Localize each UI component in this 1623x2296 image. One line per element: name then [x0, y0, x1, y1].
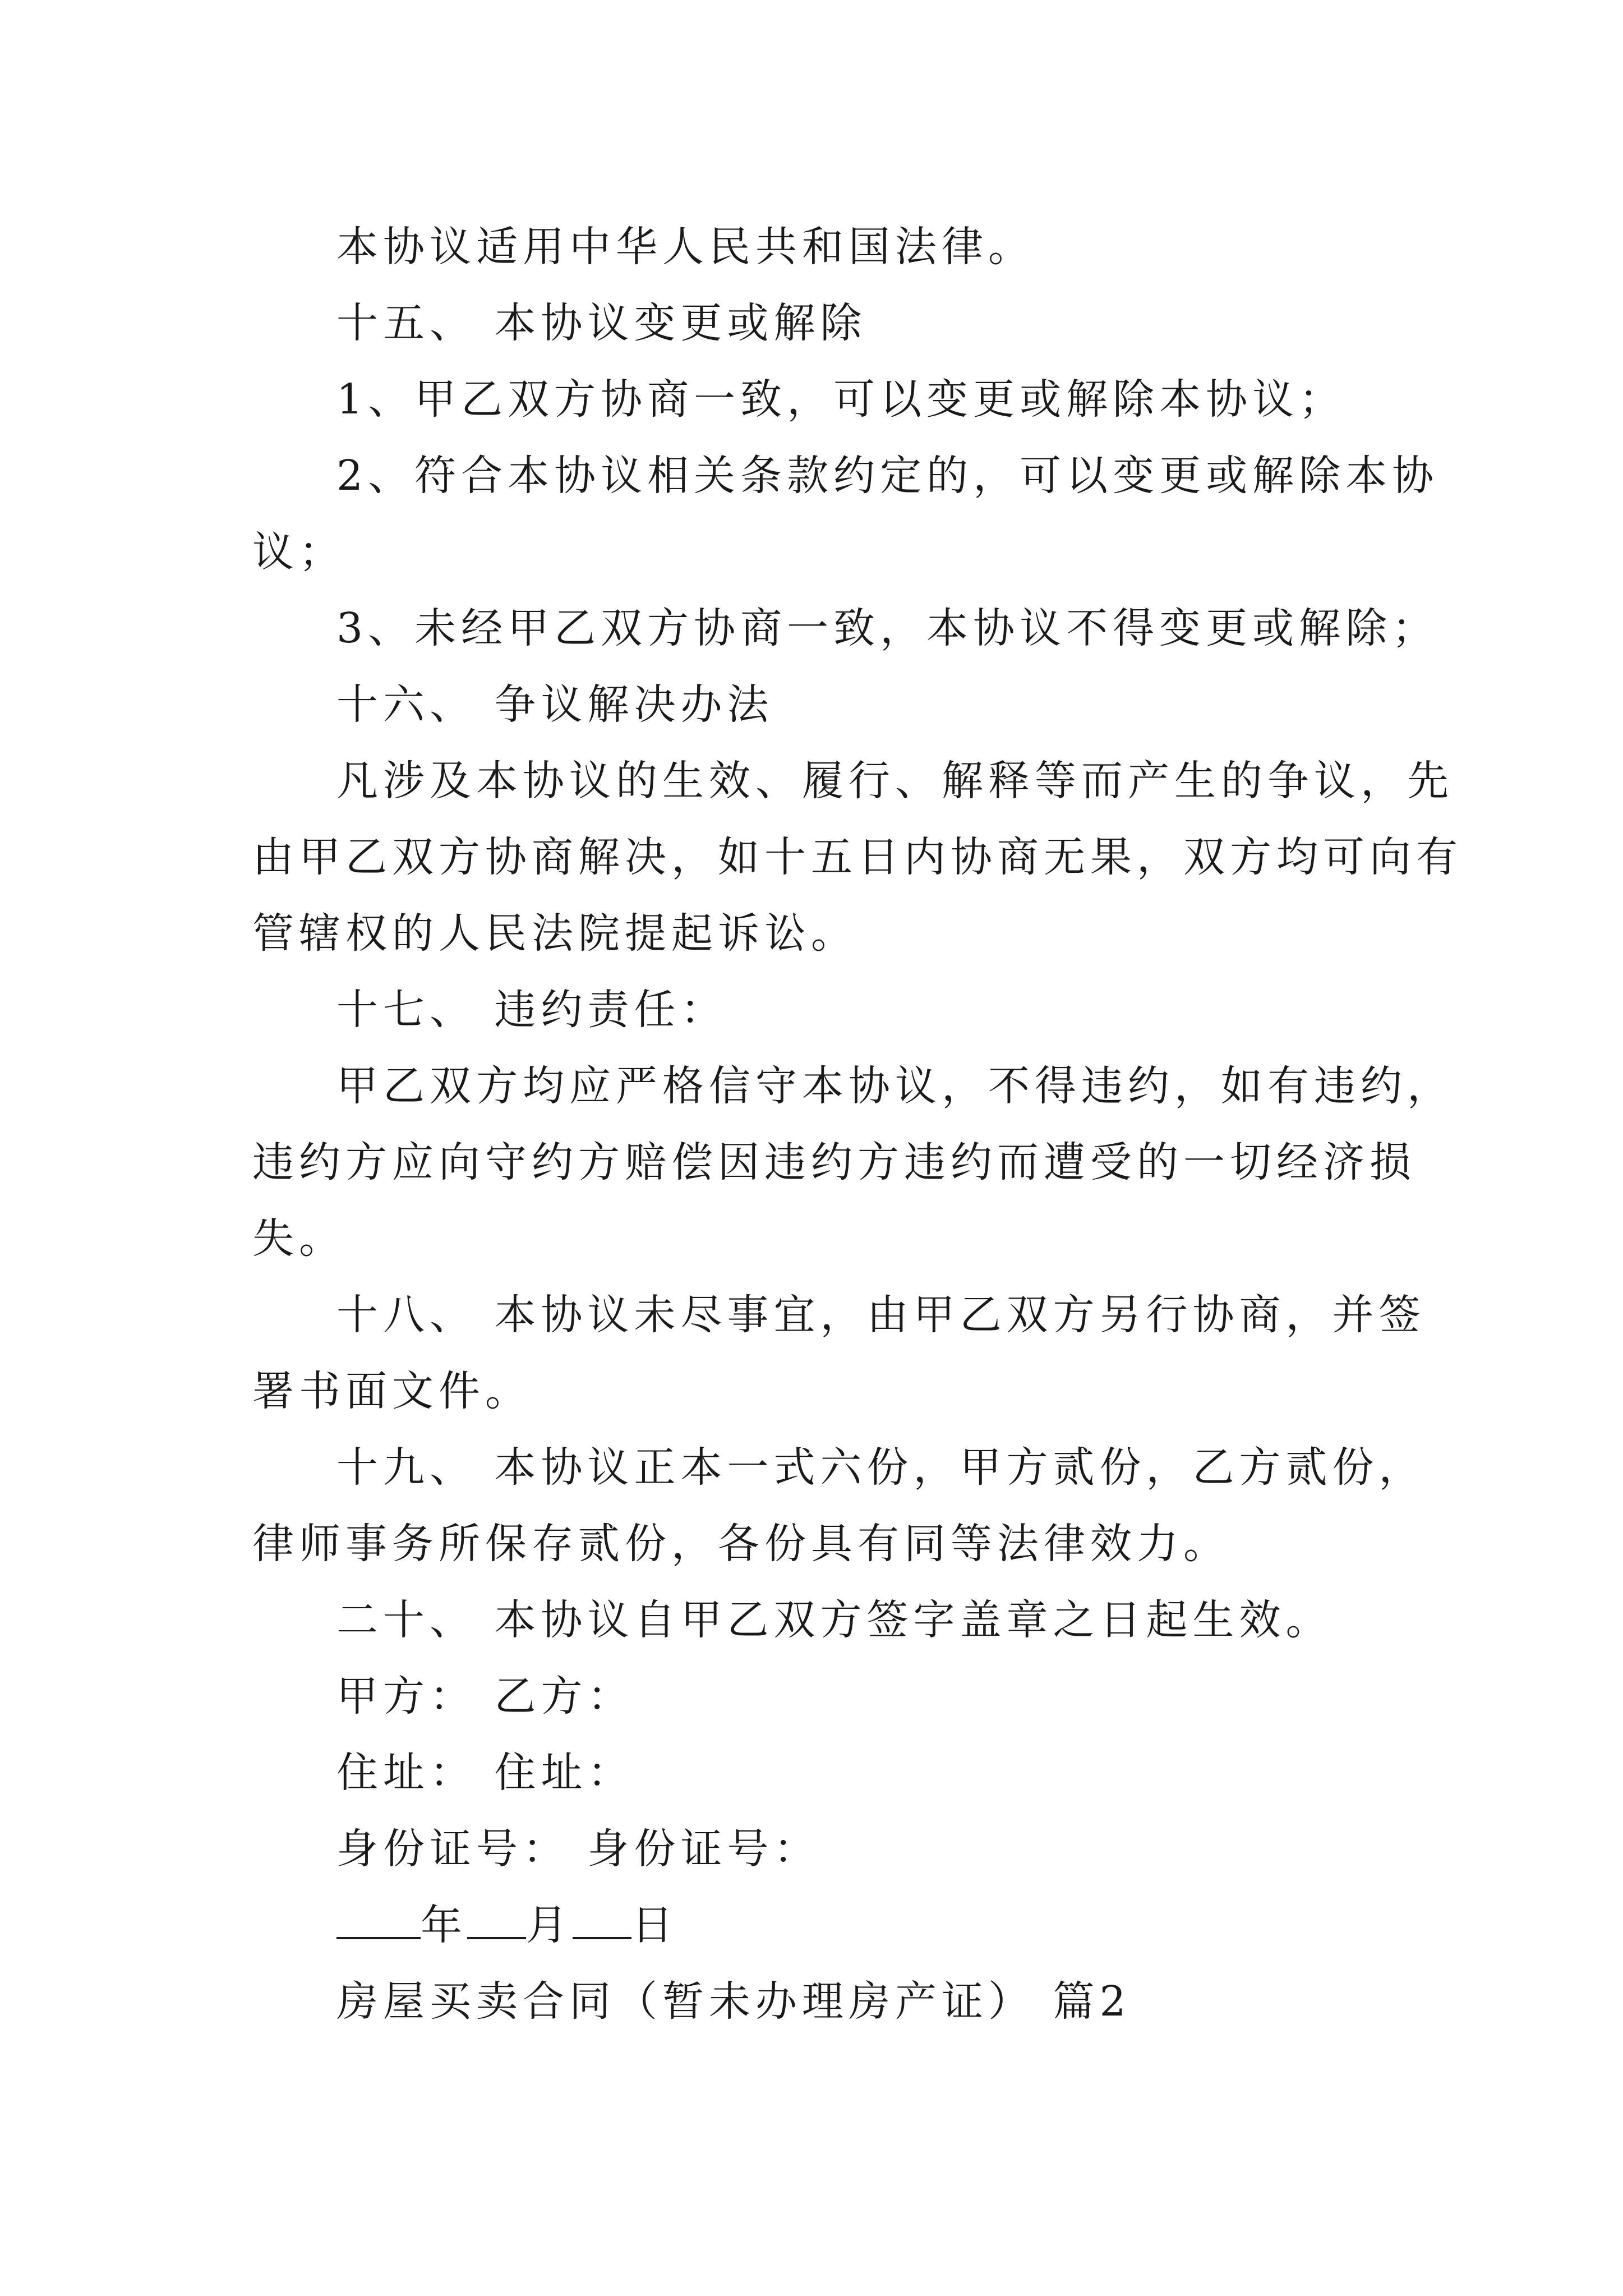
text-line: 身份证号： 身份证号：: [336, 1825, 820, 1873]
text-line: 十五、 本协议变更或解除: [336, 299, 867, 347]
day-label: 日: [631, 1901, 678, 1949]
day-blank: [573, 1898, 631, 1939]
text-line: 十六、 争议解决办法: [336, 680, 774, 729]
month-label: 月: [526, 1901, 573, 1949]
text-line: 2、符合本协议相关条款约定的，可以变更或解除本协: [336, 452, 1439, 500]
year-label: 年: [421, 1901, 467, 1949]
text-line: 失。: [252, 1214, 345, 1263]
document-body: [252, 209, 1463, 2040]
text-line: 3、未经甲乙双方协商一致，本协议不得变更或解除；: [336, 604, 1439, 652]
month-blank: [467, 1898, 526, 1939]
text-line: 住址： 住址：: [336, 1749, 634, 1797]
section-title: 房屋买卖合同（暂未办理房产证） 篇2: [336, 1977, 1131, 2026]
text-line: 甲乙双方均应严格信守本协议，不得违约，如有违约，: [336, 1062, 1454, 1110]
text-line: 由甲乙双方协商解决，如十五日内协商无果，双方均可向有: [252, 833, 1463, 881]
text-line: 议；: [252, 528, 345, 576]
text-line: 署书面文件。: [252, 1367, 532, 1415]
paragraph-lines: [252, 209, 1463, 1887]
text-line: 本协议适用中华人民共和国法律。: [336, 223, 1035, 271]
date-line: [252, 1887, 1380, 1963]
text-line: 甲方： 乙方：: [336, 1672, 634, 1720]
text-line: 十九、 本协议正本一式六份，甲方贰份，乙方贰份，: [336, 1443, 1426, 1492]
text-line: 二十、 本协议自甲乙双方签字盖章之日起生效。: [336, 1596, 1332, 1644]
year-blank: [336, 1898, 421, 1939]
text-line: 律师事务所保存贰份，各份具有同等法律效力。: [252, 1520, 1230, 1568]
text-line: 十八、 本协议未尽事宜，由甲乙双方另行协商，并签: [336, 1291, 1426, 1339]
text-line: 管辖权的人民法院提起诉讼。: [252, 909, 857, 958]
text-line: 违约方应向守约方赔偿因违约方违约而遭受的一切经济损: [252, 1138, 1416, 1186]
text-line: 十七、 违约责任：: [336, 986, 727, 1034]
text-line: 凡涉及本协议的生效、履行、解释等而产生的争议，先: [336, 757, 1454, 805]
text-line: 1、甲乙双方协商一致，可以变更或解除本协议；: [336, 375, 1346, 424]
